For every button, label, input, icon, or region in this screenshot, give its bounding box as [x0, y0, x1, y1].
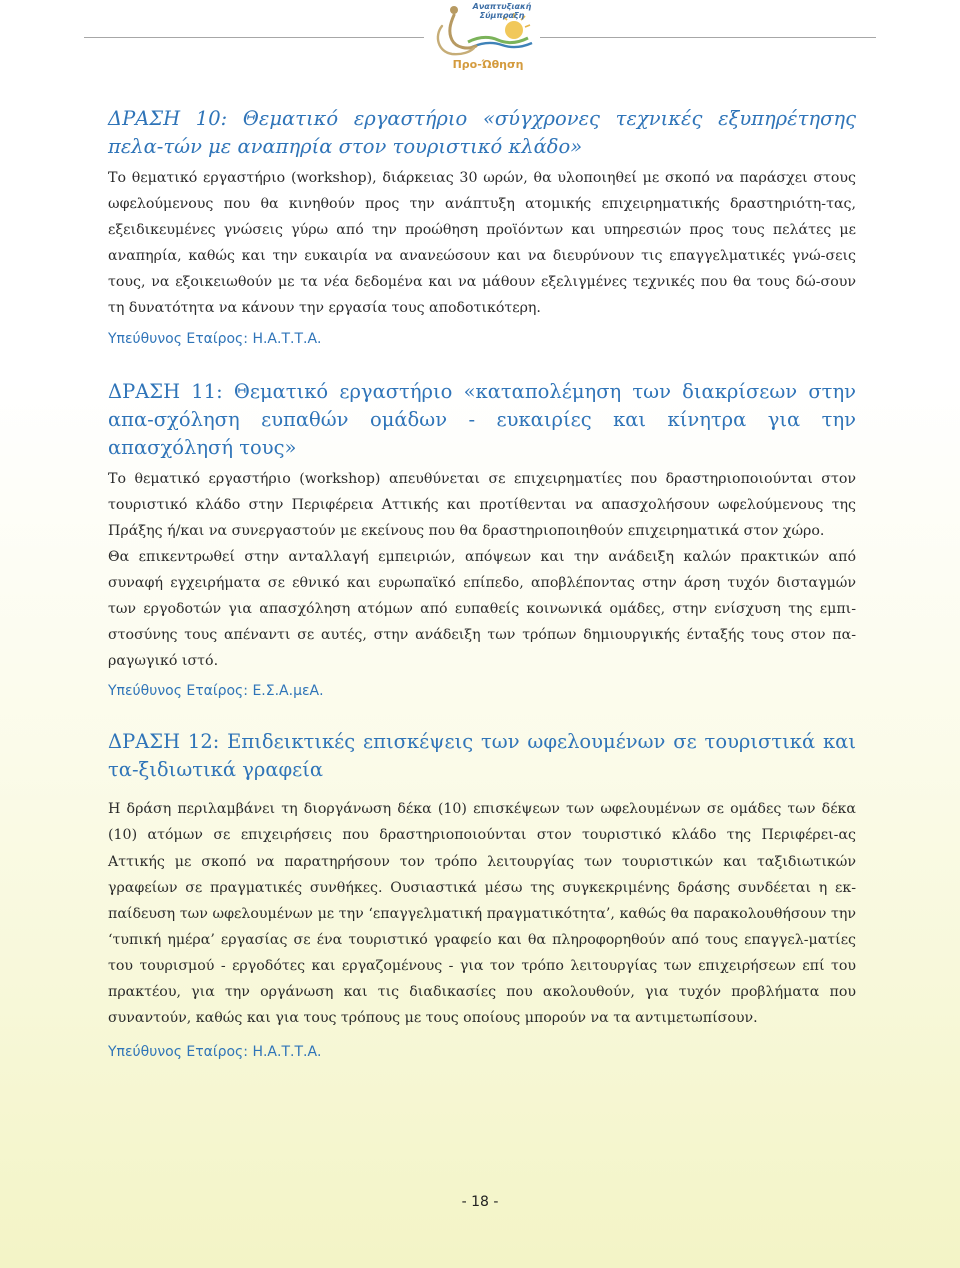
section-paragraph: Το θεματικό εργαστήριο (workshop), διάρκειας 30 ωρών, θα υλοποιηθεί με σκοπό να παράσχει στους ωφελούμενους που θα κινηθούν προς την ανάπτυξη ατομικής επιχειρηματικής δραστηριότη-τας, εξειδικευμένες γνώσεις γύρω από την προώθηση προϊόντων και υπηρεσιών προς τους πελάτες με αναπηρία, καθώς και την ευκαιρία να ανανεώσουν και να διευρύνουν τις επαγγελματικές γνώ-σεις τους, να εξοικειωθούν με τα νέα δεδομένα και να μάθουν εξελιγμένες τεχνικές που θα τους δώ-σουν τη δυνατότητα να κάνουν την εργασία τους αποδοτικότερη.: [108, 170, 856, 317]
section-paragraph: Η δράση περιλαμβάνει τη διοργάνωση δέκα (10) επισκέψεων των ωφελουμένων σε ομάδες των δέκα (10) ατόμων σε επιχειρήσεις που δραστηριοποιούνται στον τουριστικό κλάδο της Περιφέρει-ας Αττικής με σκοπό να παρατηρήσουν τον τρόπο λειτουργίας των τουριστικών και ταξιδιωτικών γραφείων σε πραγματικές συνθήκες. Ουσιαστικά μέσω της συγκεκριμένης δράσης συνδέεται η εκ-παίδευση των ωφελουμένων με την ‘επαγγελματική πραγματικότητα’, καθώς θα παρακολουθήσουν την ‘τυπική ημέρα’ εργασίας σε ένα τουριστικό γραφείο και θα πληροφορηθούν από τους επαγγελ-ματίες του τουρισμού - εργοδότες και εργαζομένους - για τον τρόπο λειτουργίας των επιχειρήσεων επί του πρακτέου, για την οργάνωση και τις διαδικασίες που ακολουθούν, για τυχόν προβλήματα που συναντούν, καθώς και για τους τρόπους με τους οποίους μπορούν να τα αντιμετωπίσουν.: [108, 801, 856, 1027]
header-rule-right: [540, 37, 876, 38]
logo-partnership-label: Αναπτυξιακή Σύμπραξη: [472, 2, 532, 20]
header-rule-left: [84, 37, 424, 38]
section-title: ΔΡΑΣΗ 12: Επιδεικτικές επισκέψεις των ωφελουμένων σε τουριστικά και τα-ξιδιωτικά γραφεία: [108, 730, 856, 782]
logo-brand-name: Προ-Ώθηση: [452, 58, 524, 71]
page-content: [108, 105, 856, 1065]
section-paragraph: Θα επικεντρωθεί στην ανταλλαγή εμπειριών, απόψεων και την ανάδειξη καλών πρακτικών από συναφή εγχειρήματα σε εθνικό και ευρωπαϊκό επίπεδο, αποβλέποντας στην άρση τυχόν δισταγμών των εργοδοτών για απασχόληση ατόμων από ευπαθείς κοινωνικά ομάδες, στην ενίσχυση της εμπι-στοσύνης τους απέναντι σε αυτές, στην ανάδειξη των τρόπων δημιουργικής ένταξής τους στον πα-ραγωγικό ιστό.: [108, 548, 856, 670]
responsible-partner: Υπεύθυνος Εταίρος: Η.Α.Τ.Τ.Α.: [108, 330, 322, 347]
responsible-partner: Υπεύθυνος Εταίρος: Ε.Σ.Α.μεΑ.: [108, 683, 324, 700]
partnership-logo: [428, 0, 540, 76]
responsible-partner: Υπεύθυνος Εταίρος: Η.Α.Τ.Τ.Α.: [108, 1044, 322, 1061]
section-title: ΔΡΑΣΗ 10: Θεματικό εργαστήριο «σύγχρονες τεχνικές εξυπηρέτησης πελα-τών με αναπηρία στον τουριστικό κλάδο»: [108, 107, 856, 158]
page-number: - 18 -: [461, 1194, 499, 1210]
section-paragraph: Το θεματικό εργαστήριο (workshop) απευθύνεται σε επιχειρηματίες που δραστηριοποιούνται στον τουριστικό κλάδο στην Περιφέρεια Αττικής και προτίθενται να απασχολήσουν ωφελούμενους της Πράξης ή/και να συνεργαστούν με εκείνους που θα δραστηριοποιηθούν επιχειρηματικά στον χώρο.: [108, 470, 856, 539]
section-title: ΔΡΑΣΗ 11: Θεματικό εργαστήριο «καταπολέμηση των διακρίσεων στην απα-σχόληση ευπαθών ομάδων - ευκαιρίες και κίνητρα για την απασχόλησή τους»: [108, 379, 856, 459]
